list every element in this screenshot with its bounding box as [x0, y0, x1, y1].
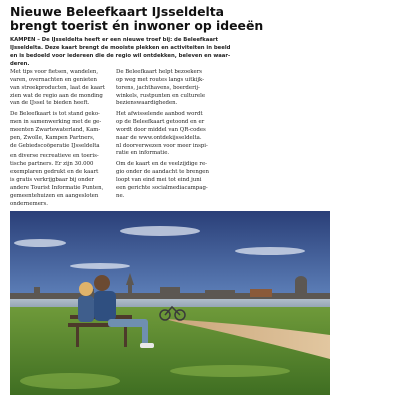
- article-column-right: [116, 69, 246, 201]
- body-line: ondernemers.: [10, 200, 48, 207]
- body-line: op de Beleefkaart getoond en er: [116, 119, 205, 126]
- body-line: nl doorverwezen voor meer inspi-: [116, 142, 208, 149]
- body-line: meenten Zwartewaterland, Kam-: [10, 126, 101, 133]
- article-headline: [10, 5, 310, 33]
- body-paragraph: [116, 161, 246, 200]
- body-line: winkels, rustpunten en culturele: [116, 92, 206, 99]
- article-photo: [10, 211, 330, 395]
- body-line: gio onder de aandacht te brengen: [116, 169, 209, 176]
- body-paragraph: [116, 111, 246, 158]
- body-line: naar de www.ontdekijsseldelta.: [116, 134, 202, 141]
- body-line: loopt van eind mei tot eind juni: [116, 176, 202, 183]
- body-line: ratie en informatie.: [116, 150, 170, 157]
- body-line: wordt door middel van QR-codes: [116, 126, 206, 133]
- lead-line: KAMPEN – De IJsseldelta heeft er een nieuwe troef bij: de Beleefkaart: [10, 37, 219, 43]
- body-line: De Beleefkaart helpt bezoekers: [116, 69, 203, 75]
- body-paragraph: [116, 69, 246, 108]
- body-line: tische partners. Er zijn 30.000: [10, 161, 94, 168]
- body-paragraph: [10, 153, 110, 208]
- body-line: op weg met routes langs uitkijk-: [116, 76, 205, 83]
- body-line: men in samenwerking met de ge-: [10, 119, 102, 126]
- body-line: een gerichte socialmediacampag-: [116, 184, 208, 191]
- body-line: en diverse recreatieve en toeris-: [10, 153, 99, 160]
- article-lead: [10, 36, 246, 68]
- lead-line: IJsseldelta. Deze kaart brengt de mooiste plekken en activiteiten in beeld: [10, 45, 231, 51]
- body-paragraph: [10, 111, 110, 150]
- body-paragraph: [10, 69, 110, 108]
- lead-line: deren.: [10, 61, 30, 67]
- body-line: de Gebiedscoöperatie IJsseldelta: [10, 142, 100, 149]
- body-line: torens, jachthavens, boerderij-: [116, 84, 200, 91]
- body-line: Met tips voor fietsen, wandelen,: [10, 69, 99, 75]
- body-line: van de IJssel te bieden heeft.: [10, 100, 90, 107]
- body-line: Het afwisselende aanbod wordt: [116, 111, 203, 118]
- body-line: bezienswaardigheden.: [116, 100, 178, 107]
- body-line: Om de kaart en de veelzijdige re-: [116, 161, 207, 168]
- body-line: is gratis verkrijgbaar bij onder: [10, 176, 94, 183]
- article-column-left: [10, 69, 110, 208]
- headline-line: Nieuwe Beleefkaart IJsseldelta: [10, 4, 225, 19]
- lead-line: en is bedoeld voor iedereen die de regio wil ontdekken, beleven en waar-: [10, 53, 231, 59]
- body-line: gemeentehuizen en aangesloten: [10, 192, 99, 199]
- headline-line: brengt toerist én inwoner op ideeën: [10, 18, 264, 33]
- body-line: zien wat de regio aan de monding: [10, 92, 103, 99]
- body-line: andere Tourist Informatie Punten,: [10, 184, 104, 191]
- body-line: varen, overnachten en genieten: [10, 76, 97, 83]
- body-line: exemplaren gedrukt en de kaart: [10, 169, 99, 176]
- body-line: ne.: [116, 192, 125, 199]
- body-line: van streekproducten, laat de kaart: [10, 84, 105, 91]
- body-line: pen, Zwolle, Kampen Partners,: [10, 134, 95, 141]
- body-line: De Beleefkaart is tot stand geko-: [10, 111, 100, 118]
